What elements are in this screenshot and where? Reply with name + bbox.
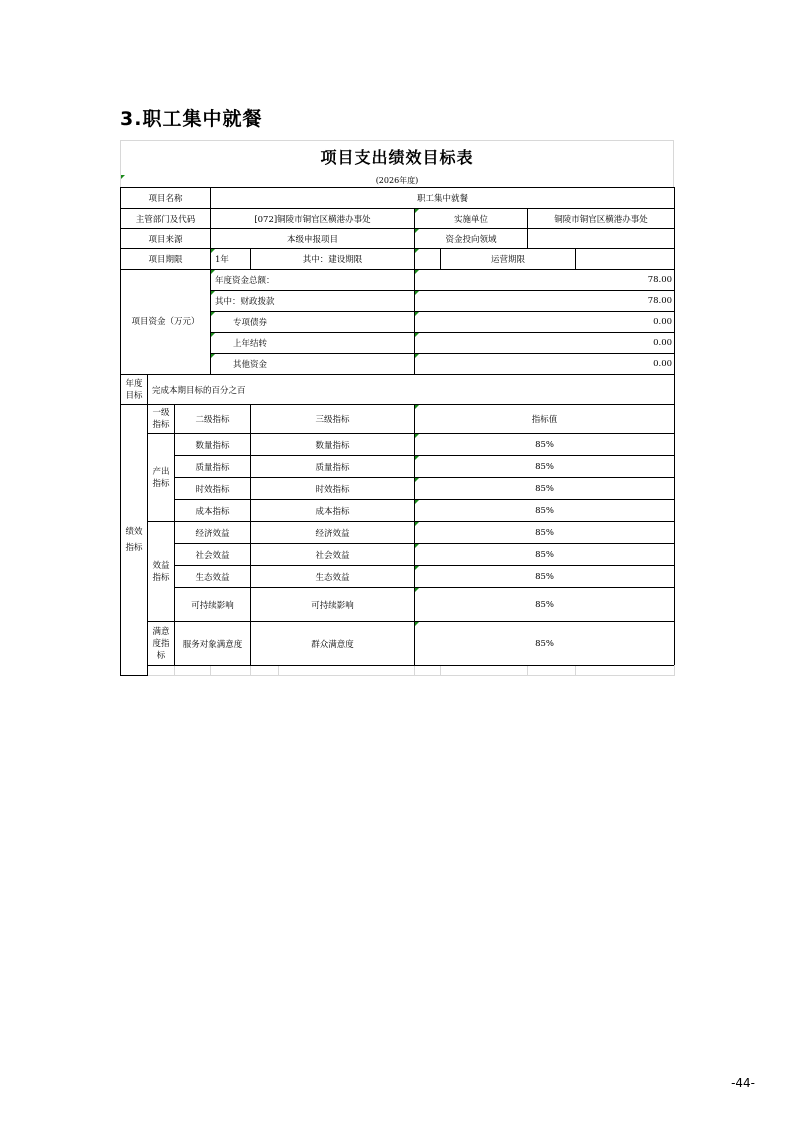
label-invest-field: 资金投向领域	[415, 229, 528, 249]
empty-cell	[279, 666, 415, 676]
row-benefit-2	[121, 544, 675, 566]
value-period: 1年	[211, 249, 251, 270]
output-value-2: 85%	[415, 456, 675, 478]
value-fiscal: 78.00	[415, 291, 675, 312]
empty-cell	[251, 666, 279, 676]
value-total: 78.00	[415, 270, 675, 291]
label-other: 其他资金	[211, 354, 415, 375]
row-output-1	[121, 434, 675, 456]
value-operation	[576, 249, 675, 270]
header-value: 指标值	[415, 405, 675, 434]
benefit-l3-2: 社会效益	[251, 544, 415, 566]
output-l2-2: 质量指标	[175, 456, 251, 478]
value-project-name: 职工集中就餐	[211, 188, 675, 209]
output-value-3: 85%	[415, 478, 675, 500]
row-satisfaction	[121, 622, 675, 666]
output-l2-3: 时效指标	[175, 478, 251, 500]
header-level1: 一级指标	[148, 405, 175, 434]
label-operation: 运营期限	[441, 249, 576, 270]
table-year: (2026年度)	[120, 175, 674, 187]
label-carryover: 上年结转	[211, 333, 415, 354]
row-output-2	[121, 456, 675, 478]
empty-cell	[148, 666, 175, 676]
output-value-4: 85%	[415, 500, 675, 522]
output-l3-1: 数量指标	[251, 434, 415, 456]
value-carryover: 0.00	[415, 333, 675, 354]
benefit-l2-2: 社会效益	[175, 544, 251, 566]
output-value-1: 85%	[415, 434, 675, 456]
value-other: 0.00	[415, 354, 675, 375]
section-title: 3.职工集中就餐	[120, 108, 263, 130]
row-indicator-header	[121, 405, 675, 434]
benefit-value-2: 85%	[415, 544, 675, 566]
label-source: 项目来源	[121, 229, 211, 249]
empty-cell	[415, 666, 441, 676]
label-bonds: 专项债券	[211, 312, 415, 333]
satisfaction-value: 85%	[415, 622, 675, 666]
empty-cell	[528, 666, 576, 676]
output-l2-4: 成本指标	[175, 500, 251, 522]
header-level2: 二级指标	[175, 405, 251, 434]
empty-cell	[175, 666, 211, 676]
page-number: -44-	[731, 1076, 755, 1090]
row-period	[121, 249, 675, 270]
satisfaction-l3: 群众满意度	[251, 622, 415, 666]
label-impl-unit: 实施单位	[415, 209, 528, 229]
label-period: 项目期限	[121, 249, 211, 270]
label-output: 产出指标	[148, 434, 175, 522]
empty-cell	[576, 666, 675, 676]
row-benefit-4	[121, 588, 675, 622]
value-dept: [072]铜陵市铜官区横港办事处	[211, 209, 415, 229]
row-benefit-3	[121, 566, 675, 588]
label-satisfaction: 满意度指标	[148, 622, 175, 666]
empty-cell	[441, 666, 528, 676]
row-source	[121, 229, 675, 249]
benefit-l2-1: 经济效益	[175, 522, 251, 544]
row-project-name	[121, 188, 675, 209]
benefit-l2-3: 生态效益	[175, 566, 251, 588]
value-source: 本级申报项目	[211, 229, 415, 249]
empty-cell	[211, 666, 251, 676]
row-benefit-1	[121, 522, 675, 544]
value-construction	[415, 249, 441, 270]
label-benefit: 效益指标	[148, 522, 175, 622]
benefit-l3-3: 生态效益	[251, 566, 415, 588]
row-trailing-empty	[121, 666, 675, 676]
row-output-4	[121, 500, 675, 522]
output-l2-1: 数量指标	[175, 434, 251, 456]
performance-table	[120, 140, 674, 676]
header-level3: 三级指标	[251, 405, 415, 434]
label-dept: 主管部门及代码	[121, 209, 211, 229]
output-l3-3: 时效指标	[251, 478, 415, 500]
goal-table	[120, 187, 675, 676]
label-annual-goal: 年度目标	[121, 375, 148, 405]
value-annual-goal: 完成本期目标的百分之百	[148, 375, 675, 405]
label-construction: 其中：建设期限	[251, 249, 415, 270]
benefit-value-3: 85%	[415, 566, 675, 588]
label-project-name: 项目名称	[121, 188, 211, 209]
satisfaction-l2: 服务对象满意度	[175, 622, 251, 666]
output-l3-4: 成本指标	[251, 500, 415, 522]
row-annual-goal	[121, 375, 675, 405]
benefit-value-1: 85%	[415, 522, 675, 544]
benefit-l3-1: 经济效益	[251, 522, 415, 544]
row-dept	[121, 209, 675, 229]
benefit-l2-4: 可持续影响	[175, 588, 251, 622]
value-impl-unit: 铜陵市铜官区横港办事处	[528, 209, 675, 229]
benefit-l3-4: 可持续影响	[251, 588, 415, 622]
row-output-3	[121, 478, 675, 500]
table-title: 项目支出绩效目标表	[120, 140, 674, 175]
value-invest-field	[528, 229, 675, 249]
output-l3-2: 质量指标	[251, 456, 415, 478]
benefit-value-4: 85%	[415, 588, 675, 622]
label-perf: 绩效指标	[121, 405, 148, 676]
label-total: 年度资金总额：	[211, 270, 415, 291]
row-funds-total	[121, 270, 675, 291]
value-bonds: 0.00	[415, 312, 675, 333]
label-funds: 项目资金（万元）	[121, 270, 211, 375]
label-fiscal: 其中：财政拨款	[211, 291, 415, 312]
